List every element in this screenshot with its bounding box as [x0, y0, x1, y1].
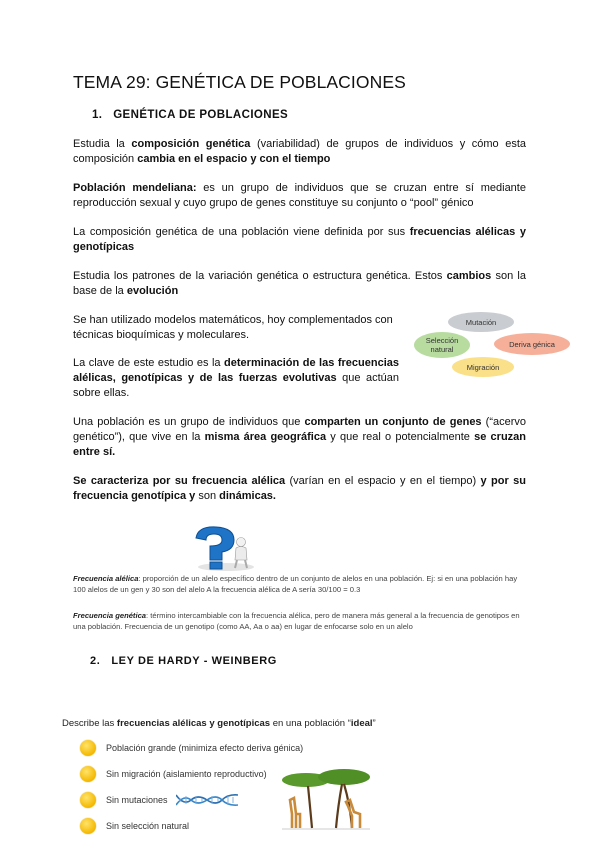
giraffes-trees-illustration-icon	[278, 768, 374, 834]
bold-text: determinación de las frecuencias alélicas, genotípicas y de las fuerzas evolutivas	[73, 357, 399, 384]
paragraph-poblacion-mendeliana	[73, 181, 526, 211]
text: (varían en el espacio y en el tiempo)	[285, 475, 481, 487]
bold-text: frecuencias alélicas y genotípicas	[73, 226, 526, 253]
condition-label: Población grande (minimiza efecto deriva génica)	[106, 743, 304, 753]
definition-term: Frecuencia alélica	[73, 574, 139, 583]
text: Una población es un grupo de individuos que	[73, 416, 305, 428]
text: que actúan sobre ellas.	[73, 372, 399, 399]
bold-text: y por su frecuencia genotípica y	[73, 475, 526, 502]
bold-text: ideal	[350, 718, 373, 729]
bullet-dot-icon	[80, 740, 96, 756]
text: (variabilidad) de grupos de individuos y cómo esta composición	[73, 138, 526, 165]
condition-label: Sin selección natural	[106, 821, 190, 831]
section-2-heading	[90, 655, 277, 667]
evolutionary-forces-diagram	[412, 310, 577, 382]
text: La clave de este estudio es la	[73, 357, 225, 369]
condition-item	[80, 740, 303, 756]
question-mark-figure-icon	[190, 524, 258, 572]
bubble-drift-label: Deriva génica	[509, 339, 555, 349]
bold-text: cambios	[446, 270, 492, 282]
condition-label: Sin migración (aislamiento reproductivo)	[106, 769, 267, 779]
definition-allelic-frequency	[73, 574, 523, 595]
paragraph-frecuencias	[73, 225, 526, 255]
definition-genetic-frequency	[73, 611, 523, 632]
dna-helix-icon	[176, 792, 238, 808]
bubble-mutation-label: Mutación	[465, 317, 497, 327]
bold-text: se cruzan entre sí.	[73, 431, 526, 458]
section-2-number: 2.	[90, 655, 101, 667]
text: son	[195, 490, 220, 502]
text: son la base de la	[73, 270, 526, 297]
bold-text: cambia en el espacio y con el tiempo	[137, 153, 331, 165]
section-2-title: LEY DE HARDY - WEINBERG	[111, 655, 277, 667]
bubble-migration-label: Migración	[466, 362, 500, 372]
text: y que real o potencialmente	[326, 431, 475, 443]
text: Describe las	[62, 718, 117, 729]
bubble-selection-label: Selección natural	[425, 336, 459, 354]
text: La composición genética de una población viene definida por sus	[73, 226, 410, 238]
paragraph-modelos: Se han utilizado modelos matemáticos, hoy complementados con técnicas bioquímicas y moleculares.	[73, 314, 393, 341]
bold-text: comparten un conjunto de genes	[304, 416, 482, 428]
text: Estudia los patrones de la variación genética o estructura genética. Estos	[73, 270, 447, 282]
section-1-heading	[92, 109, 288, 121]
hardy-weinberg-intro	[62, 718, 376, 729]
text: ”	[372, 718, 376, 729]
section-1-title: GENÉTICA DE POBLACIONES	[113, 109, 289, 121]
bubble-mutation	[448, 312, 514, 332]
condition-item	[80, 792, 238, 808]
paragraph-patrones	[73, 269, 526, 299]
condition-item	[80, 766, 267, 782]
bold-text: Población mendeliana:	[73, 182, 197, 194]
bubble-drift	[494, 333, 570, 355]
bullet-dot-icon	[80, 792, 96, 808]
paragraph-caracteriza	[73, 474, 526, 504]
text: (“acervo genético”), que vive en la	[73, 416, 526, 443]
page-title: TEMA 29: GENÉTICA DE POBLACIONES	[73, 72, 406, 92]
section-1-number: 1.	[92, 109, 103, 121]
bold-text: frecuencias alélicas y genotípicas	[116, 718, 271, 729]
bold-text: misma área geográfica	[204, 431, 327, 443]
bullet-dot-icon	[80, 766, 96, 782]
text: Estudia la	[73, 138, 132, 150]
text: en una población “	[270, 718, 351, 729]
bold-text: dinámicas.	[219, 490, 276, 502]
bold-text: Se caracteriza por su frecuencia alélica	[73, 475, 286, 487]
bubble-migration	[452, 357, 514, 377]
condition-item	[80, 818, 189, 834]
definition-text: : proporción de un alelo específico dentro de un conjunto de alelos en una población. Ej: si en una población hay 100 alelos de un gen y 30 son del alelo A la frecuencia alélica de A sería 30/100 = 0.3	[73, 574, 518, 594]
bubble-selection	[414, 332, 470, 358]
definition-text: : término intercambiable con la frecuencia alélica, pero de manera más general a la frecuencia de genotipos en una población. Frecuencia de un genotipo (como AA, Aa o aa) en lugar de enfocarse solo en un alelo	[73, 611, 520, 631]
bold-text: evolución	[126, 285, 179, 297]
paragraph-composicion	[73, 137, 526, 167]
bold-text: composición genética	[131, 138, 251, 150]
text: es un grupo de individuos que se cruzan entre sí mediante reproducción sexual y cuyo grupo de genes constituye su conjunto o “pool” génico	[73, 182, 526, 209]
condition-label: Sin mutaciones	[106, 795, 168, 805]
paragraph-clave	[73, 356, 399, 401]
definition-term: Frecuencia genética	[73, 611, 147, 620]
paragraph-poblacion	[73, 415, 526, 460]
bullet-dot-icon	[80, 818, 96, 834]
